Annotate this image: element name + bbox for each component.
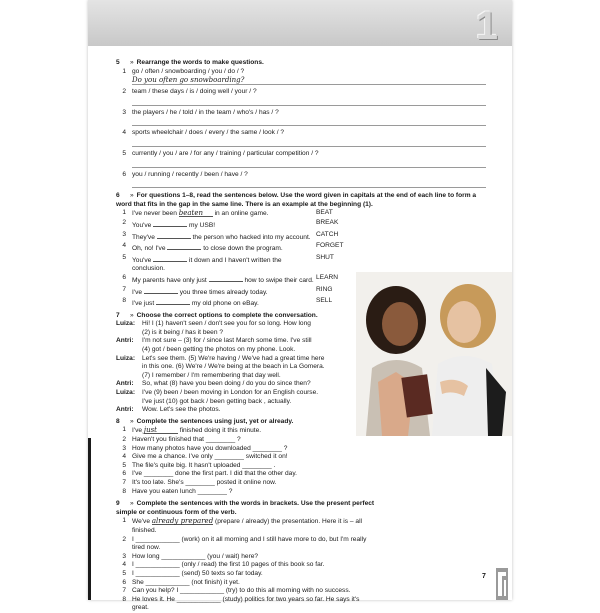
word-formation-item [116, 297, 356, 309]
speaker-name: Luiza: [116, 389, 136, 397]
answer-gap[interactable] [144, 286, 178, 294]
item-text: sports wheelchair / does / every / the same / look / ? [132, 129, 285, 137]
answer-gap[interactable] [209, 274, 243, 282]
two-women-photo [356, 272, 512, 436]
dialog-line [116, 337, 352, 346]
answer-line[interactable] [132, 179, 486, 188]
item-number: 4 [122, 242, 126, 250]
item-text: I've just finished doing it this minute. [132, 426, 262, 435]
item-number: 7 [122, 587, 126, 595]
answer-gap[interactable] [167, 242, 201, 250]
item-number: 3 [122, 108, 126, 116]
item-text: We've already prepared (prepare / already) the presentation. Here it is – all finished. [132, 517, 362, 534]
item-number: 7 [122, 478, 126, 486]
item-text: I've you three times already today. [132, 286, 268, 298]
sentence-item [116, 453, 352, 462]
item-text: You've it down and I haven't written the conclusion. [132, 254, 316, 274]
exercise-8-list [116, 426, 352, 496]
speaker-name [116, 398, 142, 407]
exercise-7-heading: 7 » Choose the correct options to complete the conversation. [116, 311, 318, 319]
capital-word: CATCH [316, 230, 339, 238]
speaker-name: Antri: [116, 337, 134, 345]
answer-gap[interactable]: just [144, 426, 178, 434]
item-number: 8 [122, 297, 126, 305]
word-formation-item [116, 231, 356, 243]
item-number: 8 [122, 487, 126, 495]
item-text: I ____________ (work) on it all morning and I still have more to do, but I'm really tired now. [132, 535, 367, 552]
item-number: 3 [122, 444, 126, 452]
item-text: Give me a chance. I've only ________ switched it on! [132, 453, 288, 461]
dialog-line [116, 398, 352, 407]
dialog-text[interactable]: Wow. Let's see the photos. [142, 406, 221, 414]
sentence-item [116, 587, 376, 596]
answer-gap[interactable] [156, 297, 190, 305]
exercise-8-heading: 8 » Complete the sentences using just, yet or already. [116, 417, 294, 425]
word-formation-item [116, 254, 356, 274]
answer-gap[interactable] [157, 231, 191, 239]
sentence-item [116, 553, 376, 562]
item-text: I ____________ (only / read) the first 10 pages of this book so far. [132, 561, 325, 569]
answer-gap[interactable]: already prepared [151, 517, 214, 526]
item-number: 1 [122, 209, 126, 217]
exercise-7-dialog [116, 320, 352, 415]
dialog-line [116, 320, 352, 329]
word-formation-item [116, 209, 356, 219]
corner-logo-icon [496, 568, 508, 600]
item-number: 2 [122, 218, 126, 226]
speaker-name: Antri: [116, 406, 134, 414]
item-text: I've ________ done the first part. I did that the other day. [132, 470, 297, 478]
dialog-text[interactable]: (7) I remember / I'm remembering that day well. [142, 371, 281, 379]
dialog-text[interactable]: Hi! I (1) haven't seen / don't see you for so long. How long [142, 320, 311, 328]
speaker-name [116, 363, 142, 372]
item-text: My parents have only just how to swipe their card. [132, 274, 314, 286]
item-text: I ____________ (send) 50 texts so far today. [132, 569, 263, 577]
exercise-5-heading: 5 » Rearrange the words to make questions. [116, 59, 264, 66]
question-item [116, 68, 486, 77]
capital-word: FORGET [316, 242, 344, 250]
sentence-item [116, 479, 352, 488]
sentence-item [116, 561, 376, 570]
word-formation-item [116, 274, 356, 286]
dialog-text[interactable]: I'm not sure – (3) for / since last March some time. I've still [142, 337, 312, 345]
answer-line[interactable] [132, 97, 486, 106]
item-text: I've never been beaten in an online game. [132, 209, 269, 218]
photo-illustration [356, 272, 512, 436]
item-number: 2 [122, 535, 126, 543]
item-number: 2 [122, 436, 126, 443]
dialog-line [116, 346, 352, 355]
item-number: 4 [122, 453, 126, 461]
capital-word: BREAK [316, 218, 339, 226]
sentence-item [116, 536, 376, 553]
sentence-item [116, 579, 376, 588]
item-text: It's too late. She's ________ posted it online now. [132, 478, 277, 486]
answer-gap[interactable] [153, 219, 187, 227]
answer-line[interactable] [132, 138, 486, 147]
answer-line[interactable] [132, 117, 486, 126]
item-text: The file's quite big. It hasn't uploaded ________ . [132, 461, 276, 469]
dialog-line [116, 363, 352, 372]
item-text: team / these days / is / doing well / your / ? [132, 88, 257, 96]
word-formation-item [116, 242, 356, 254]
question-item [116, 129, 486, 138]
dialog-text[interactable]: I've (9) been / been moving in London for an English course. [142, 389, 319, 397]
item-number: 5 [122, 149, 126, 157]
item-text: Can you help? I ____________ (try) to do this all morning with no success. [132, 587, 351, 595]
item-number: 4 [122, 561, 126, 569]
dialog-line [116, 389, 352, 398]
item-text: Oh, no! I've to close down the program. [132, 242, 283, 254]
item-number: 6 [122, 470, 126, 478]
dialog-line [116, 406, 352, 415]
dialog-text[interactable]: So, what (8) have you been doing / do you do since then? [142, 380, 311, 388]
item-text: You've my USB! [132, 219, 215, 231]
capital-word: RING [316, 285, 333, 293]
item-text: Have you eaten lunch ________ ? [132, 487, 233, 495]
speaker-name: Luiza: [116, 354, 136, 362]
sentence-item [116, 470, 352, 479]
header-bar [88, 0, 512, 46]
dialog-text[interactable]: Let's see them. (5) We're having / We've had a great time here [142, 354, 325, 362]
exercise-9-list [116, 517, 376, 613]
sentence-item [116, 462, 352, 471]
word-formation-item [116, 219, 356, 231]
sentence-item [116, 488, 352, 497]
item-text: you / running / recently / been / have / ? [132, 170, 248, 178]
speaker-name: Luiza: [116, 320, 136, 328]
item-number: 6 [122, 170, 126, 178]
item-text: go / often / snowboarding / you / do / ? [132, 67, 245, 75]
workbook-page [88, 0, 512, 612]
capital-word: BEAT [316, 209, 333, 217]
exercise-6-list [116, 209, 356, 308]
item-text: How many photos have you downloaded ________ ? [132, 444, 288, 452]
exercise-6-heading: 6 » For questions 1–8, read the sentences below. Use the word given in capitals at the end of each line to form a word that fits in the gap in the same line. There is an example at the beginning (1). [116, 192, 477, 208]
word-formation-item [116, 286, 356, 298]
item-number: 4 [122, 129, 126, 137]
answer-line[interactable] [132, 76, 486, 85]
item-number: 5 [122, 461, 126, 469]
item-number: 7 [122, 285, 126, 293]
item-text: I've just my old phone on eBay. [132, 297, 259, 309]
sentence-item [116, 570, 376, 579]
item-number: 2 [122, 88, 126, 96]
dialog-line [116, 355, 352, 364]
dialog-text[interactable]: (4) got / been getting the photos on my phone. Look. [142, 346, 296, 354]
question-item [116, 109, 486, 118]
item-number: 3 [122, 552, 126, 560]
item-text: Haven't you finished that ________ ? [132, 436, 241, 443]
capital-word: LEARN [316, 273, 338, 281]
item-number: 6 [122, 273, 126, 281]
sentence-item [116, 445, 352, 454]
item-number: 6 [122, 578, 126, 586]
question-item [116, 88, 486, 97]
question-item [116, 150, 486, 159]
dialog-line [116, 329, 352, 338]
item-text: the players / he / told / in the team / who's / has / ? [132, 108, 279, 116]
capital-word: SELL [316, 297, 333, 305]
speaker-name: Antri: [116, 380, 134, 388]
dialog-text[interactable]: in this one. (6) We're / We're being at the beach in La Gomera. [142, 363, 325, 371]
item-number: 1 [122, 426, 126, 434]
sentence-item [116, 436, 352, 445]
speaker-name [116, 372, 142, 381]
item-number: 5 [122, 569, 126, 577]
item-number: 3 [122, 230, 126, 238]
speaker-name [116, 329, 142, 338]
item-text: She ____________ (not finish) it yet. [132, 578, 240, 586]
answer-gap[interactable] [153, 254, 187, 262]
item-number: 8 [122, 595, 126, 603]
sentence-item [116, 596, 376, 613]
question-item [116, 171, 486, 180]
page-number: 7 [482, 573, 486, 580]
sentence-item [116, 517, 376, 535]
exercise-5-list [116, 68, 486, 189]
dialog-text[interactable]: (2) is it being / has it been ? [142, 328, 224, 336]
unit-number: 1 [475, 4, 498, 48]
item-text: They've the person who hacked into my account. [132, 231, 311, 243]
dialog-line [116, 372, 352, 381]
item-text: How long ____________ (you / wait) here? [132, 552, 259, 560]
page-edge-bar [88, 438, 91, 600]
answer-line[interactable] [132, 159, 486, 168]
dialog-line [116, 380, 352, 389]
speaker-name [116, 346, 142, 355]
dialog-text[interactable]: I've just (10) got back / been getting back , actually. [142, 397, 292, 405]
handwritten-answer: Do you often go snowboarding? [132, 76, 245, 85]
exercise-9-heading: 9 » Complete the sentences with the words in brackets. Use the present perfect simple or continuous form of the verb. [116, 500, 375, 516]
capital-word: SHUT [316, 253, 334, 261]
item-number: 1 [122, 67, 126, 75]
answer-gap[interactable]: beaten [179, 209, 213, 217]
item-text: currently / you / are / for any / training / particular competition / ? [132, 149, 319, 157]
item-text: He loves it. He ____________ (study) politics for two years so far. He says it's great. [132, 595, 360, 612]
item-number: 1 [122, 517, 126, 525]
item-number: 5 [122, 253, 126, 261]
sentence-item [116, 426, 352, 436]
